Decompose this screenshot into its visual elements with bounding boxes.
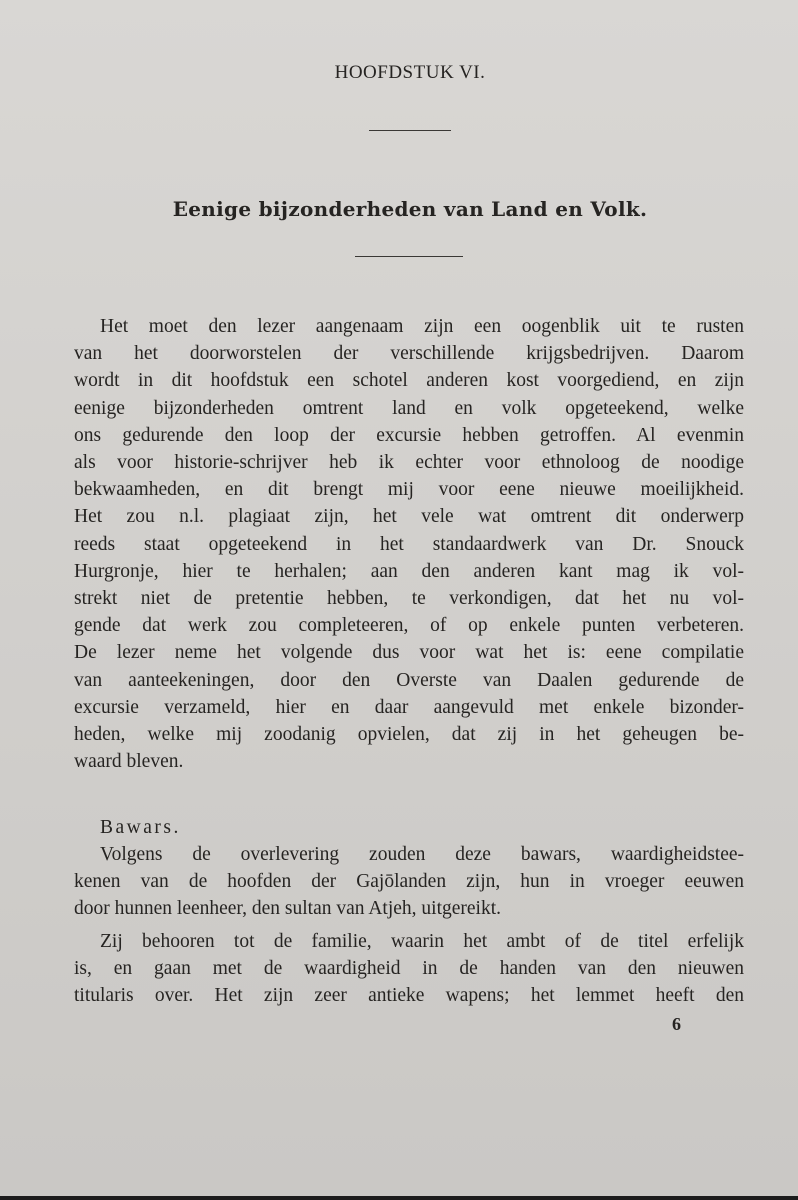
- paragraph-bawars: [74, 841, 744, 923]
- text-line: eenige bijzonderheden omtrent land en volk opgeteekend, welke: [74, 397, 744, 419]
- text-line: als voor historie-schrijver heb ik echter voor ethnoloog de noodige: [74, 452, 744, 474]
- text-line: ons gedurende den loop der excursie hebben getroffen. Al evenmin: [74, 424, 744, 446]
- paragraph-family: [74, 928, 744, 1010]
- text-line: heden, welke mij zoodanig opvielen, dat zij in het geheugen be-: [74, 724, 744, 746]
- text-line: van aanteekeningen, door den Overste van Daalen gedurende de: [74, 669, 744, 691]
- text-line: reeds staat opgeteekend in het standaardwerk van Dr. Snouck: [74, 533, 744, 555]
- text-line: Het moet den lezer aangenaam zijn een oogenblik uit te rusten: [100, 316, 744, 337]
- text-line: Zij behooren tot de familie, waarin het ambt of de titel erfelijk: [100, 931, 744, 952]
- text-line: Volgens de overlevering zouden deze bawars, waardigheidstee-: [100, 844, 744, 865]
- text-line: door hunnen leenheer, den sultan van Atjeh, uitgereikt.: [74, 898, 502, 920]
- text-line: Hurgronje, hier te herhalen; aan den anderen kant mag ik vol-: [74, 560, 744, 582]
- text-line: De lezer neme het volgende dus voor wat het is: eene compilatie: [74, 642, 744, 664]
- text-line: Het zou n.l. plagiaat zijn, het vele wat omtrent dit onderwerp: [74, 506, 744, 528]
- text-line: is, en gaan met de waardigheid in de handen van den nieuwen: [74, 958, 744, 980]
- page-number: 6: [672, 1014, 681, 1034]
- text-line: strekt niet de pretentie hebben, te verkondigen, dat het nu vol-: [74, 588, 744, 610]
- chapter-title: Eenige bijzonderheden van Land en Volk.: [172, 197, 648, 221]
- text-line: kenen van de hoofden der Gajōlanden zijn, hun in vroeger eeuwen: [74, 871, 744, 893]
- section-heading: [74, 814, 744, 841]
- text-line: excursie verzameld, hier en daar aangevuld met enkele bizonder-: [74, 696, 744, 718]
- chapter-heading: HOOFDSTUK VI.: [334, 62, 486, 83]
- text-line: wordt in dit hoofdstuk een schotel anderen kost voorgediend, en zijn: [74, 370, 744, 392]
- text-line: bekwaamheden, en dit brengt mij voor eene nieuwe moeilijkheid.: [74, 479, 744, 501]
- text-line: gende dat werk zou completeeren, of op enkele punten verbeteren.: [74, 615, 744, 637]
- text-line: waard bleven.: [74, 751, 184, 773]
- text-line: titularis over. Het zijn zeer antieke wapens; het lemmet heeft den: [74, 985, 744, 1007]
- text-line: van het doorworstelen der verschillende krijgsbedrijven. Daarom: [74, 343, 744, 365]
- section-heading-text: Bawars.: [100, 817, 181, 838]
- paragraph-intro: [74, 313, 744, 775]
- divider-rule: [355, 256, 463, 257]
- divider-rule: [369, 130, 451, 131]
